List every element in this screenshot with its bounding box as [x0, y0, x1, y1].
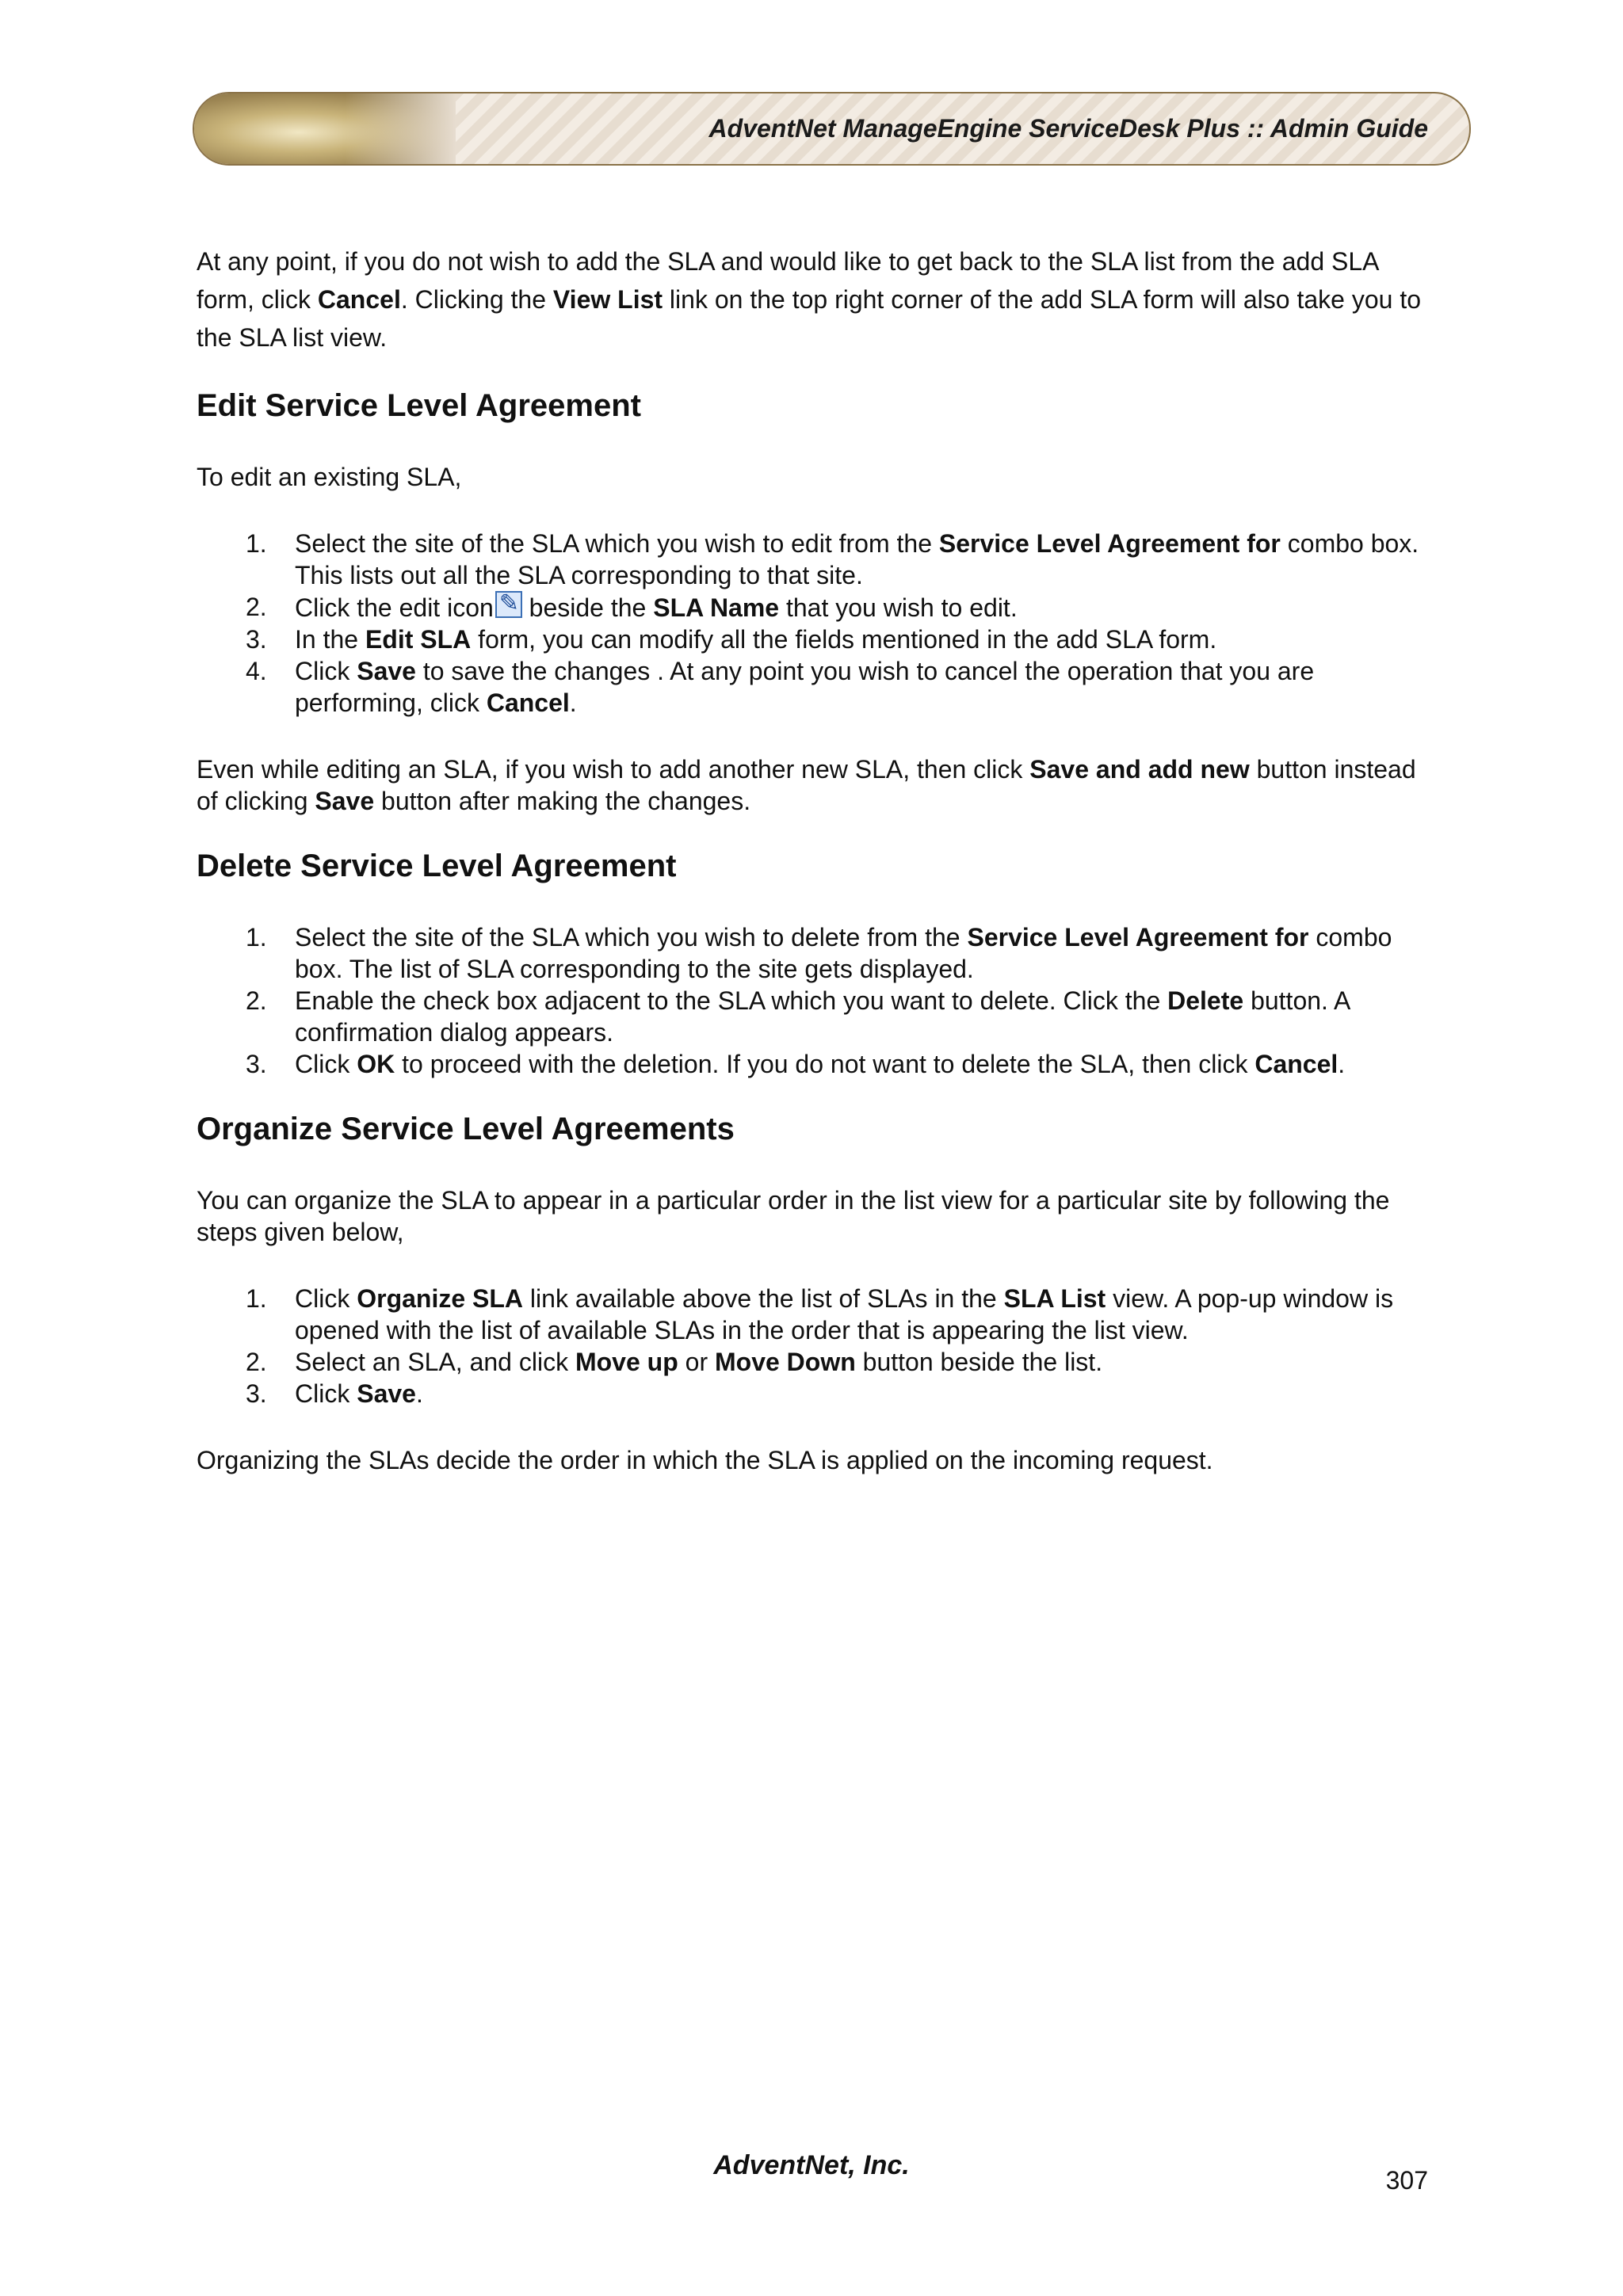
intro-text: . Clicking the	[400, 285, 553, 314]
step-term: SLA List	[1003, 1284, 1106, 1313]
step-text: Select the site of the SLA which you wish to delete from the	[295, 923, 968, 952]
step-number: 1.	[246, 923, 267, 952]
step-number: 4.	[246, 657, 267, 685]
step-text: beside the	[521, 593, 654, 622]
step-number: 3.	[246, 1050, 267, 1078]
step-text: Click	[295, 1050, 357, 1078]
footer-company: AdventNet, Inc.	[713, 2150, 910, 2180]
intro-text: At any point, if you do not wish to add the SLA and would like to get back to the SLA list from the add SLA form, click	[197, 247, 1378, 314]
list-item	[197, 591, 1433, 624]
step-number: 1.	[246, 529, 267, 558]
list-item	[197, 985, 1433, 1048]
step-number: 2.	[246, 986, 267, 1015]
step-term: Service Level Agreement for	[938, 529, 1281, 558]
note-text: Even while editing an SLA, if you wish to add another new SLA, then click	[197, 755, 1030, 784]
step-text: button beside the list.	[855, 1348, 1103, 1376]
list-item	[197, 921, 1433, 985]
step-text: combo box. The list of SLA corresponding to the site gets displayed.	[295, 923, 1392, 983]
organize-closing: Organizing the SLAs decide the order in which the SLA is applied on the incoming request.	[197, 1446, 1213, 1474]
step-text: .	[569, 688, 577, 717]
note-term: Save	[315, 787, 375, 815]
step-text: Click	[295, 657, 357, 685]
intro-text: link on the top right corner of the add SLA form will also take you to the SLA list view.	[197, 285, 1421, 352]
step-text: .	[415, 1379, 423, 1408]
page-content	[197, 242, 1433, 1476]
delete-sla-heading: Delete Service Level Agreement	[197, 849, 677, 883]
view-list-term: View List	[552, 285, 663, 314]
organize-lead: You can organize the SLA to appear in a particular order in the list view for a particular site by following the steps given below,	[197, 1186, 1390, 1246]
step-text: to proceed with the deletion. If you do not want to delete the SLA, then click	[395, 1050, 1255, 1078]
step-text: view. A pop-up window is opened with the list of available SLAs in the order that is appearing the list view.	[295, 1284, 1394, 1344]
step-term: OK	[357, 1050, 395, 1078]
step-term: Service Level Agreement for	[967, 923, 1309, 952]
step-text: to save the changes . At any point you wish to cancel the operation that you are performing, click	[295, 657, 1315, 717]
step-text: Enable the check box adjacent to the SLA which you want to delete. Click the	[295, 986, 1168, 1015]
edit-note	[197, 753, 1433, 817]
step-text: Click	[295, 1284, 357, 1313]
header-logo-art	[194, 93, 456, 164]
delete-steps-list	[197, 921, 1433, 1080]
step-text: link available above the list of SLAs in the	[523, 1284, 1004, 1313]
step-term: Delete	[1167, 986, 1244, 1015]
step-term: Move Down	[714, 1348, 856, 1376]
step-term: Organize SLA	[357, 1284, 524, 1313]
step-text: .	[1338, 1050, 1346, 1078]
step-number: 2.	[246, 593, 267, 621]
edit-icon	[495, 591, 522, 618]
list-item	[197, 655, 1433, 719]
step-term: Cancel	[486, 688, 570, 717]
step-text: form, you can modify all the fields mentioned in the add SLA form.	[471, 625, 1217, 654]
step-number: 3.	[246, 625, 267, 654]
intro-paragraph	[197, 242, 1433, 357]
step-text: Select an SLA, and click	[295, 1348, 575, 1376]
step-term: Save	[357, 657, 416, 685]
step-number: 2.	[246, 1348, 267, 1376]
step-number: 1.	[246, 1284, 267, 1313]
note-term: Save and add new	[1029, 755, 1250, 784]
step-text: button. A confirmation dialog appears.	[295, 986, 1350, 1047]
step-term: Edit SLA	[365, 625, 472, 654]
step-term: Save	[357, 1379, 416, 1408]
list-item	[197, 1378, 1433, 1409]
step-text: In the	[295, 625, 365, 654]
step-term: SLA Name	[653, 593, 780, 622]
organize-steps-list	[197, 1283, 1433, 1409]
list-item	[197, 1346, 1433, 1378]
step-term: Cancel	[1254, 1050, 1338, 1078]
organize-sla-heading: Organize Service Level Agreements	[197, 1112, 735, 1146]
step-text: Click the edit icon	[295, 593, 494, 622]
step-number: 3.	[246, 1379, 267, 1408]
header-title: AdventNet ManageEngine ServiceDesk Plus :: Admin Guide	[708, 114, 1428, 143]
edit-sla-heading: Edit Service Level Agreement	[197, 388, 641, 423]
step-text: Click	[295, 1379, 357, 1408]
note-text: button instead of clicking	[197, 755, 1416, 815]
page-number: 307	[1385, 2166, 1428, 2195]
step-term: Move up	[575, 1348, 678, 1376]
cancel-term: Cancel	[317, 285, 401, 314]
step-text: that you wish to edit.	[779, 593, 1018, 622]
list-item	[197, 528, 1433, 591]
header-banner	[193, 92, 1471, 166]
list-item	[197, 624, 1433, 655]
edit-lead: To edit an existing SLA,	[197, 463, 462, 491]
step-text: combo box. This lists out all the SLA corresponding to that site.	[295, 529, 1419, 589]
step-text: or	[678, 1348, 715, 1376]
list-item	[197, 1283, 1433, 1346]
edit-steps-list	[197, 528, 1433, 719]
step-text: Select the site of the SLA which you wish to edit from the	[295, 529, 939, 558]
note-text: button after making the changes.	[374, 787, 751, 815]
list-item	[197, 1048, 1433, 1080]
